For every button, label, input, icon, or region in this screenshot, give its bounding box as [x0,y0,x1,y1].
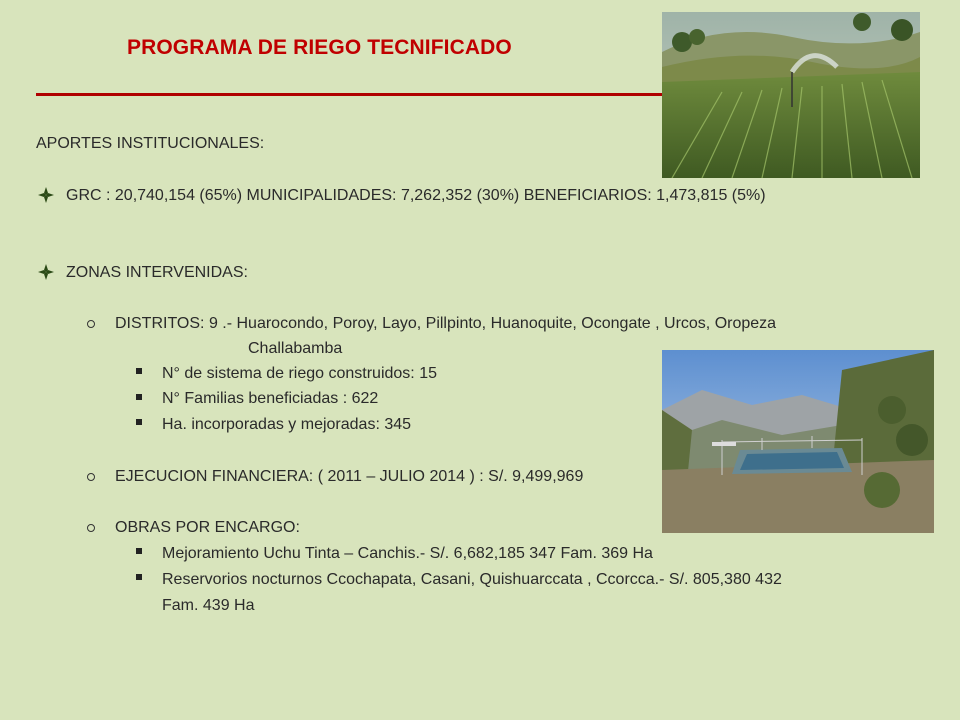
distritos-line: DISTRITOS: 9 .- Huarocondo, Poroy, Layo, Pillpinto, Huanoquite, Ocongate , Urcos, Oropeza [115,315,777,332]
aportes-line: GRC : 20,740,154 (65%) MUNICIPALIDADES: 7,262,352 (30%) BENEFICIARIOS: 1,473,815 (5%) [66,187,766,204]
title-underline [36,93,666,96]
ring-bullet-icon [87,473,95,481]
obra-2-item: Reservorios nocturnos Ccochapata, Casani, Quishuarccata , Ccorcca.- S/. 805,380 432 [162,571,782,588]
obra-2-item-continued: Fam. 439 Ha [162,597,255,614]
square-bullet-icon [136,368,142,374]
aportes-heading: APORTES INSTITUCIONALES: [36,135,265,152]
square-bullet-icon [136,419,142,425]
zonas-heading: ZONAS INTERVENIDAS: [66,264,248,281]
irrigated-field-photo [662,12,920,178]
square-bullet-icon [136,574,142,580]
familias-item: N° Familias beneficiadas : 622 [162,390,379,407]
reservoir-photo [662,350,934,533]
distritos-line-continued: Challabamba [248,340,343,357]
ring-bullet-icon [87,320,95,328]
sistemas-item: N° de sistema de riego construidos: 15 [162,365,437,382]
ejecucion-item: EJECUCION FINANCIERA: ( 2011 – JULIO 2014 ) : S/. 9,499,969 [115,468,584,485]
obras-heading: OBRAS POR ENCARGO: [115,519,300,536]
obra-1-item: Mejoramiento Uchu Tinta – Canchis.- S/. 6,682,185 347 Fam. 369 Ha [162,545,653,562]
square-bullet-icon [136,548,142,554]
slide-title: PROGRAMA DE RIEGO TECNIFICADO [127,36,512,59]
hectareas-item: Ha. incorporadas y mejoradas: 345 [162,416,412,433]
diamond-bullet-icon [38,187,54,203]
diamond-bullet-icon [38,264,54,280]
ring-bullet-icon [87,524,95,532]
square-bullet-icon [136,394,142,400]
